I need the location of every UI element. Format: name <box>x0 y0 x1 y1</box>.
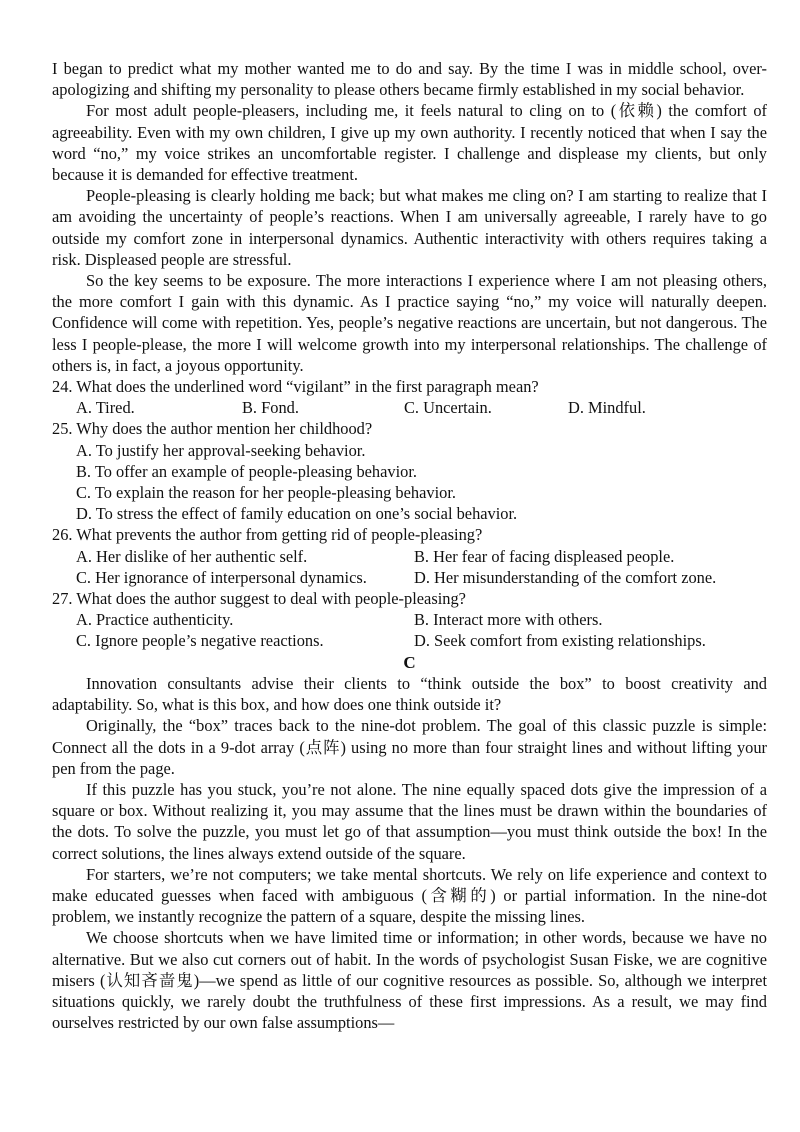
passage-c-paragraph-5: We choose shortcuts when we have limited time or information; in other words, because we have no alternative. But we also cut corners out of habit. In the words of psychologist Susan Fiske, we are cognitive misers (认知吝啬鬼)—we spend as little of our cognitive resources as possible. So, although we interpret situations quickly, we rarely doubt the truthfulness of these first impressions. As a result, we may find ourselves restricted by our own false assumptions— <box>52 928 767 1033</box>
option-b: B. Interact more with others. <box>414 610 603 630</box>
question-stem: 27. What does the author suggest to deal with people-pleasing? <box>52 589 466 609</box>
question-24 <box>52 376 767 418</box>
option-b: B. Fond. <box>242 398 299 418</box>
question-stem: 24. What does the underlined word “vigilant” in the first paragraph mean? <box>52 377 539 397</box>
passage-b-paragraph-2: For most adult people-pleasers, including me, it feels natural to cling on to (依赖) the comfort of agreeability. Even with my own children, I give up my own authority. I recently noticed that when I say the word “no,” my voice strikes an uncomfortable register. I challenge and displease my clients, but only because it is demanded for effective treatment. <box>52 101 767 185</box>
passage-b-paragraph-4: So the key seems to be exposure. The more interactions I experience where I am not pleasing others, the more comfort I gain with this dynamic. As I practice saying “no,” my voice will naturally deepen. Confidence will come with repetition. Yes, people’s negative reactions are uncertain, but not dangerous. The less I people-please, the more I will welcome growth into my interpersonal relationships. The challenge of others is, in fact, a joyous opportunity. <box>52 271 767 375</box>
option-c: C. To explain the reason for her people-pleasing behavior. <box>76 483 456 503</box>
exam-page <box>52 58 767 1033</box>
option-b: B. To offer an example of people-pleasing behavior. <box>76 461 417 481</box>
question-26 <box>52 524 767 588</box>
question-options <box>52 397 767 418</box>
option-a: A. Practice authenticity. <box>76 610 234 630</box>
passage-c-paragraph-1: Innovation consultants advise their clients to “think outside the box” to boost creativity and adaptability. So, what is this box, and how does one think outside it? <box>52 673 767 715</box>
question-stem: 25. Why does the author mention her childhood? <box>52 419 373 439</box>
option-c: C. Ignore people’s negative reactions. <box>76 631 324 651</box>
option-c: C. Uncertain. <box>404 398 492 418</box>
passage-c-paragraph-2: Originally, the “box” traces back to the nine-dot problem. The goal of this classic puzzle is simple: Connect all the dots in a 9-dot array (点阵) using no more than four straight lines and without lifting your pen from the page. <box>52 716 767 778</box>
option-b: B. Her fear of facing displeased people. <box>414 546 675 566</box>
option-d: D. Mindful. <box>568 398 646 418</box>
option-a: A. Tired. <box>76 398 135 418</box>
option-a: A. To justify her approval-seeking behavior. <box>76 440 366 460</box>
section-heading: C <box>403 652 416 672</box>
option-c: C. Her ignorance of interpersonal dynamics. <box>76 567 367 587</box>
passage-b-paragraph-3: People-pleasing is clearly holding me back; but what makes me cling on? I am starting to realize that I am avoiding the uncertainty of people’s reactions. When I am universally agreeable, I rarely have to go outside my comfort zone in interpersonal dynamics. Authentic interactivity with others requires taking a risk. Displeased people are stressful. <box>52 186 767 269</box>
option-d: D. To stress the effect of family education on one’s social behavior. <box>76 504 518 524</box>
question-options <box>52 609 767 651</box>
question-stem: 26. What prevents the author from getting rid of people-pleasing? <box>52 525 483 545</box>
question-options <box>52 546 767 588</box>
question-25 <box>52 418 767 524</box>
passage-c-paragraph-3: If this puzzle has you stuck, you’re not alone. The nine equally spaced dots give the impression of a square or box. Without realizing it, you may assume that the lines must be drawn within the boundaries of the dots. To solve the puzzle, you must let go of that assumption—you must think outside the box! In the correct solutions, the lines always extend outside of the square. <box>52 779 767 863</box>
option-d: D. Her misunderstanding of the comfort zone. <box>414 567 717 587</box>
passage-c-paragraph-4: For starters, we’re not computers; we take mental shortcuts. We rely on life experience and context to make educated guesses when faced with ambiguous (含糊的) or partial information. In the nine-dot problem, we instantly recognize the pattern of a square, despite the missing lines. <box>52 864 767 927</box>
passage-b-paragraph-1: I began to predict what my mother wanted me to do and say. By the time I was in middle school, over-apologizing and shifting my personality to please others became firmly established in my social behavior. <box>52 59 767 100</box>
option-d: D. Seek comfort from existing relationships. <box>414 631 706 651</box>
option-a: A. Her dislike of her authentic self. <box>76 546 308 566</box>
question-27 <box>52 588 767 652</box>
